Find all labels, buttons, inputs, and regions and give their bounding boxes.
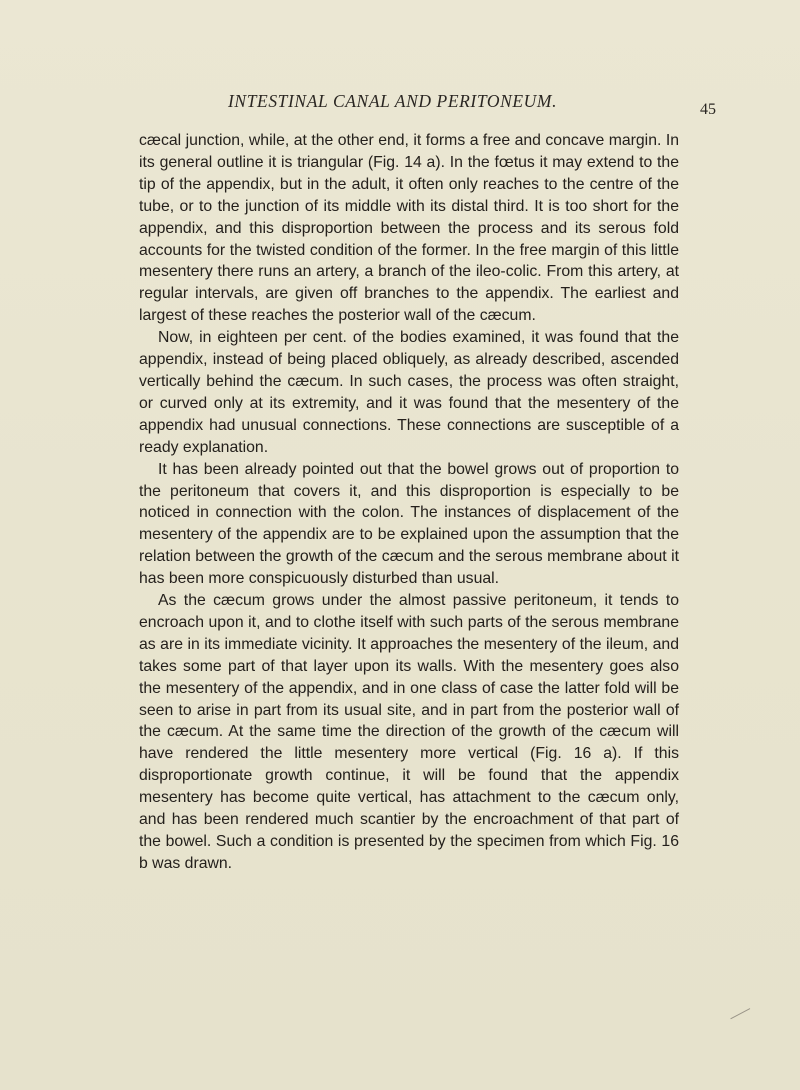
page-number: 45 [700,101,716,118]
running-head: INTESTINAL CANAL AND PERITONEUM. [228,91,558,111]
body-text [139,130,679,875]
paragraph: Now, in eighteen per cent. of the bodies examined, it was found that the appendix, instead of being placed obliquely, as already described, ascended vertically behind the cæcum. In such cases, the process was often straight, or curved only at its extremity, and it was found that the mesentery of the appendix had unusual connections. These connections are susceptible of a ready explanation. [139,329,679,456]
paragraph: It has been already pointed out that the bowel grows out of proportion to the peritoneum that covers it, and this disproportion is especially to be noticed in connection with the colon. The instances of displacement of the mesentery of the appendix are to be explained upon the assumption that the relation between the growth of the cæcum and the serous membrane about it has been more conspicuously disturbed than usual. [139,460,679,588]
paragraph: As the cæcum grows under the almost passive peritoneum, it tends to encroach upon it, and to clothe itself with such parts of the serous membrane as are in its immediate vicinity. It approaches the mesentery of the ileum, and takes some part of that layer upon its walls. With the mesentery goes also the mesentery of the appendix, and in one class of case the latter fold will be seen to arise in part from its usual site, and in part from the posterior wall of the cæcum. At the same time the direction of the growth of the cæcum will have rendered the little mesentery more vertical (Fig. 16 a). If this disproportionate growth continue, it will be found that the appendix mesentery has become quite vertical, has attachment to the cæcum only, and has been rendered much scantier by the encroachment of that part of the bowel. Such a condition is presented by the specimen from which Fig. 16 b was drawn. [139,592,679,872]
paragraph: cæcal junction, while, at the other end, it forms a free and concave margin. In its general outline it is triangular (Fig. 14 a). In the fœtus it may extend to the tip of the appendix, but in the adult, it often only reaches to the centre of the tube, or to the junction of its middle with its distal third. It is too short for the appendix, and this disproportion between the process and its serous fold accounts for the twisted condition of the former. In the free margin of this little mesentery there runs an artery, a branch of the ileo-colic. From this artery, at regular intervals, are given off branches to the appendix. The earliest and largest of these reaches the posterior wall of the cæcum. [139,132,679,325]
pencil-mark [730,1008,751,1022]
